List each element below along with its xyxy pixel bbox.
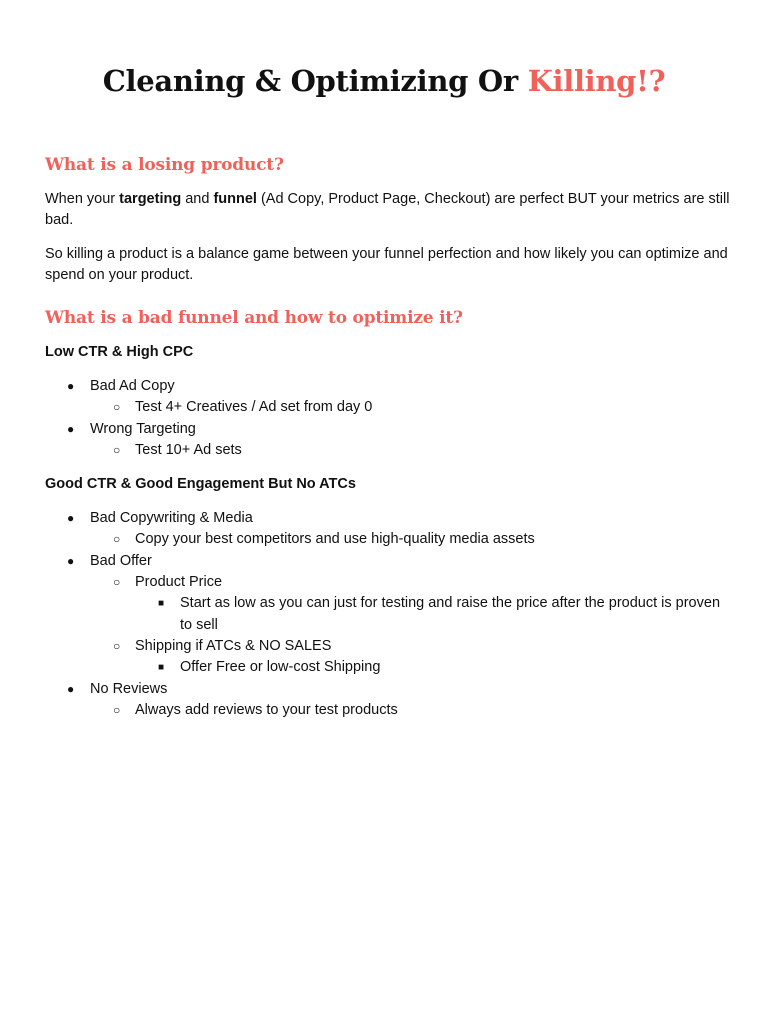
bullet-disc-icon: ● (67, 379, 75, 393)
list-item-label: Test 4+ Creatives / Ad set from day 0 (135, 399, 373, 416)
list-item-label: Wrong Targeting (90, 420, 196, 437)
bullet-circle-icon: ○ (113, 532, 121, 547)
list-item-label: Always add reviews to your test products (135, 701, 398, 718)
list-item-label: Bad Offer (90, 552, 152, 569)
sub-list (90, 440, 730, 461)
sub-list (90, 397, 730, 418)
list-item (45, 551, 730, 679)
list-item-label: Start as low as you can just for testing and raise the price after the product is proven to sell (180, 595, 721, 633)
list-item (90, 572, 730, 636)
bullet-disc-icon: ● (67, 681, 75, 696)
paragraph-text: When your (45, 191, 120, 207)
list-item-label: Bad Copywriting & Media (90, 510, 253, 527)
page-title (0, 64, 768, 98)
sub-list (90, 529, 730, 550)
paragraph-text: (Ad Copy, Product Page, Checkout) are perfect BUT your metrics are still bad. (45, 191, 730, 228)
list-item-label: Offer Free or low-cost Shipping (180, 659, 381, 676)
list-low-ctr (45, 376, 730, 461)
bold-targeting: targeting (119, 191, 182, 207)
list-good-ctr (45, 508, 730, 721)
list-item (45, 679, 730, 722)
list-item (90, 529, 730, 550)
bold-funnel: funnel (213, 191, 257, 207)
bullet-circle-icon: ○ (113, 400, 121, 415)
sub-list (90, 700, 730, 721)
subhead-low-ctr: Low CTR & High CPC (45, 344, 194, 360)
document-body (45, 155, 730, 734)
bullet-disc-icon: ● (67, 553, 75, 568)
list-item (135, 657, 730, 678)
bullet-circle-icon: ○ (113, 702, 121, 717)
bullet-circle-icon: ○ (113, 442, 121, 457)
list-item-label: Test 10+ Ad sets (135, 441, 242, 458)
page-title-accent: Killing!? (527, 64, 666, 98)
list-item (45, 376, 730, 419)
sub-list (90, 572, 730, 678)
list-item (45, 508, 730, 551)
bullet-disc-icon: ● (67, 421, 75, 436)
list-item-label: Bad Ad Copy (90, 378, 175, 394)
section-heading-bad-funnel: What is a bad funnel and how to optimize it? (45, 308, 463, 328)
sub-sub-list (135, 657, 730, 678)
section-heading-losing-product: What is a losing product? (45, 155, 284, 175)
list-item (90, 397, 730, 418)
bullet-disc-icon: ● (67, 511, 75, 526)
bullet-circle-icon: ○ (113, 575, 121, 590)
list-item (45, 419, 730, 462)
list-item (90, 636, 730, 679)
list-item (135, 593, 730, 636)
paragraph-killing-balance: So killing a product is a balance game between your funnel perfection and how likely you can optimize and spend on your product. (45, 246, 728, 283)
page-title-main: Cleaning & Optimizing Or (102, 64, 528, 98)
list-item-label: Shipping if ATCs & NO SALES (135, 637, 332, 654)
list-item-label: Product Price (135, 574, 223, 591)
sub-sub-list (135, 593, 730, 636)
list-item-label: Copy your best competitors and use high-quality media assets (135, 531, 535, 548)
bullet-circle-icon: ○ (113, 638, 121, 653)
bullet-square-icon: ■ (158, 662, 165, 674)
list-item (90, 440, 730, 461)
paragraph-text: and (181, 191, 214, 207)
subhead-good-ctr: Good CTR & Good Engagement But No ATCs (45, 476, 356, 493)
list-item-label: No Reviews (90, 680, 168, 697)
list-item (90, 700, 730, 721)
paragraph-losing-definition (45, 189, 730, 231)
bullet-square-icon: ■ (158, 598, 165, 610)
